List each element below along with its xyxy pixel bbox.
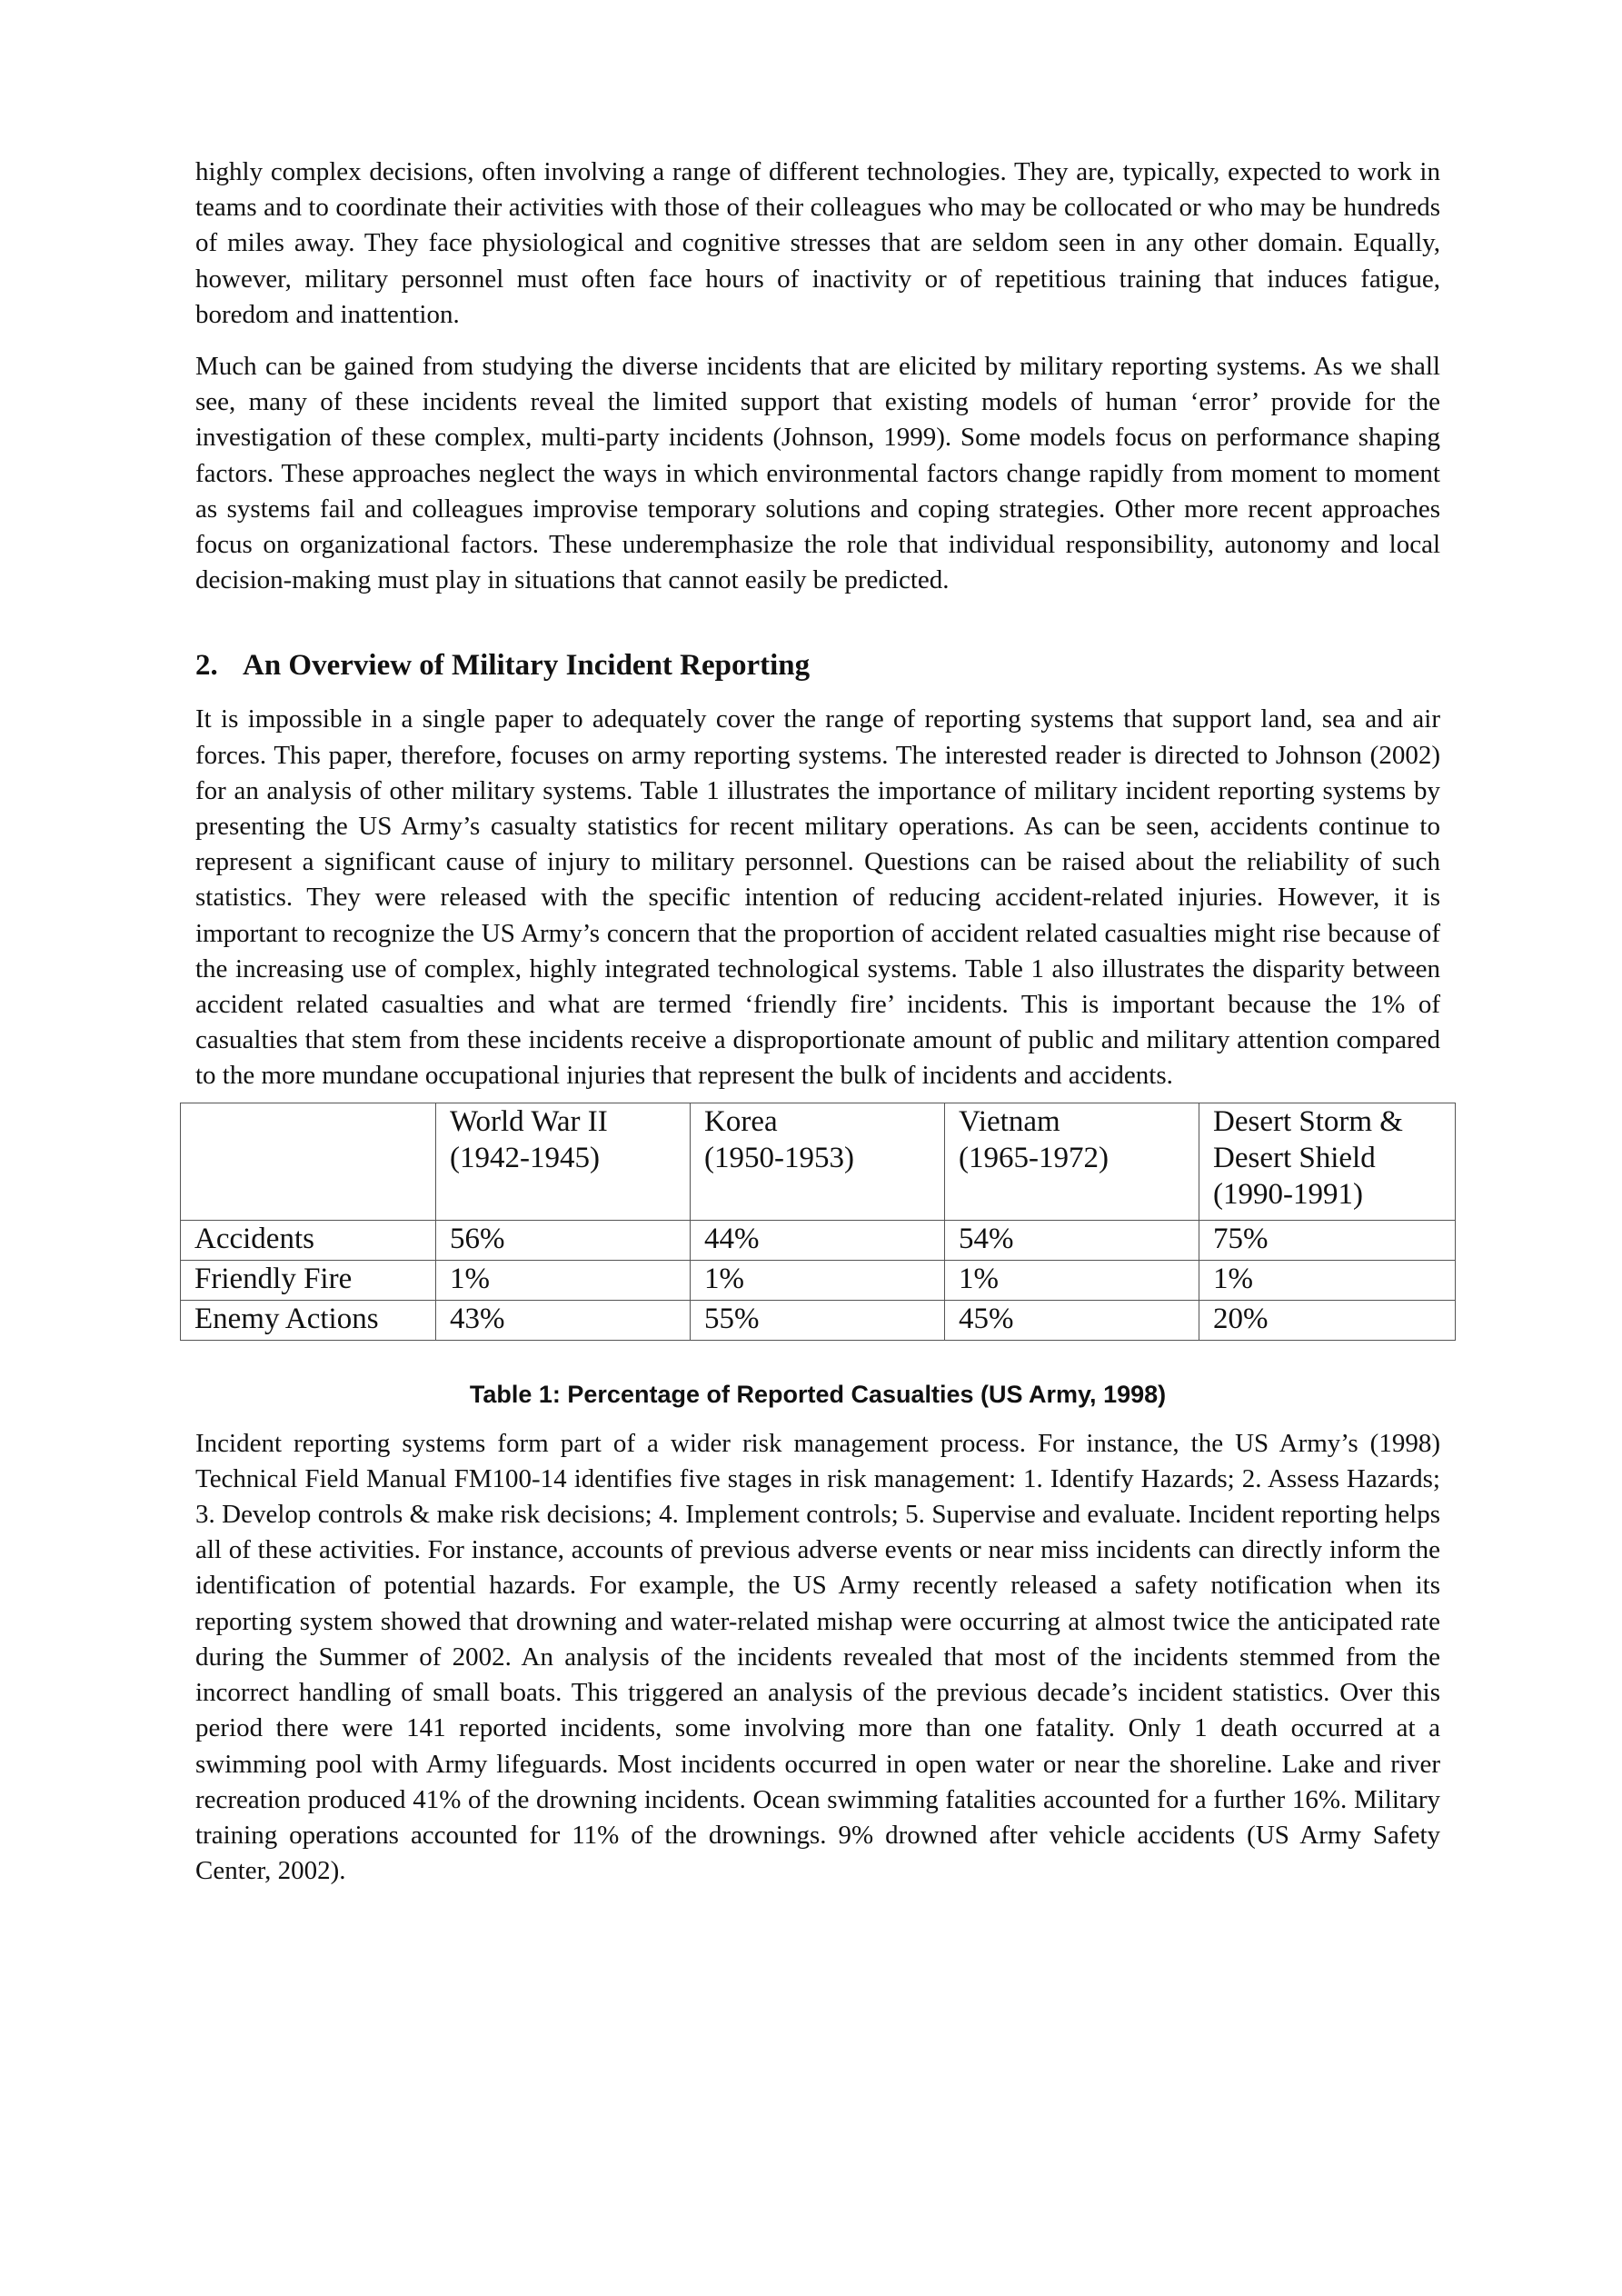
table-caption: Table 1: Percentage of Reported Casualties (US Army, 1998) bbox=[469, 1380, 1167, 1408]
body-paragraph: highly complex decisions, often involving a range of different technologies. They are, typically, expected to work in teams and to coordinate their activities with those of their colleagues who may be collocated or who may be hundreds of miles away. They face physiological and cognitive stresses that are seldom seen in any other domain. Equally, however, military personnel must often face hours of inactivity or of repetitious training that induces fatigue, boredom and inattention. bbox=[195, 157, 1440, 329]
table-cell: 1% bbox=[691, 1260, 945, 1300]
section-heading bbox=[195, 647, 1440, 684]
body-paragraph: Incident reporting systems form part of a wider risk management process. For instance, the US Army’s (1998) Technical Field Manual FM100-14 identifies five stages in risk management: 1. Identify Hazards; 2. Assess Hazards; 3. Develop controls & make risk decisions; 4. Implement controls; 5. Supervise and evaluate. Incident reporting helps all of these activities. For instance, accounts of previous adverse events or near miss incidents can directly inform the identification of potential hazards. For example, the US Army recently released a safety notification when its reporting system showed that drowning and water-related mishap were occurring at almost twice the anticipated rate during the Summer of 2002. An analysis of the incidents revealed that most of the incidents stemmed from the incorrect handling of small boats. This triggered an analysis of the previous decade’s incident statistics. Over this period there were 141 reported incidents, some involving more than one fatality. Only 1 death occurred at a swimming pool with Army lifeguards. Most incidents occurred in open water or near the shoreline. Lake and river recreation produced 41% of the drowning incidents. Ocean swimming fatalities accounted for a further 16%. Military training operations accounted for 11% of the drownings. 9% drowned after vehicle accidents (US Army Safety Center, 2002). bbox=[195, 1428, 1440, 1886]
table-row bbox=[181, 1260, 1456, 1300]
table-cell: 44% bbox=[691, 1220, 945, 1260]
table-header-cell: World War II (1942-1945) bbox=[436, 1103, 691, 1220]
table-cell: 75% bbox=[1199, 1220, 1456, 1260]
table-header-cell: Korea (1950-1953) bbox=[691, 1103, 945, 1220]
body-paragraph: Much can be gained from studying the diverse incidents that are elicited by military reporting systems. As we shall see, many of these incidents reveal the limited support that existing models of human ‘error’ provide for the investigation of these complex, multi-party incidents (Johnson, 1999). Some models focus on performance shaping factors. These approaches neglect the ways in which environmental factors change rapidly from moment to moment as systems fail and colleagues improvise temporary solutions and coping strategies. Other more recent approaches focus on organizational factors. These underemphasize the role that individual responsibility, autonomy and local decision-making must play in situations that cannot easily be predicted. bbox=[195, 352, 1440, 595]
table-header-cell bbox=[181, 1103, 436, 1220]
table-cell: 43% bbox=[436, 1300, 691, 1340]
table-header-cell: Desert Storm & Desert Shield (1990-1991) bbox=[1199, 1103, 1456, 1220]
section-title: An Overview of Military Incident Reporting bbox=[243, 649, 811, 683]
table-header-row bbox=[181, 1103, 1456, 1220]
paper-page bbox=[195, 155, 1440, 1889]
row-label: Friendly Fire bbox=[181, 1260, 436, 1300]
table-cell: 55% bbox=[691, 1300, 945, 1340]
table-cell: 1% bbox=[436, 1260, 691, 1300]
table-cell: 54% bbox=[945, 1220, 1199, 1260]
table-cell: 1% bbox=[1199, 1260, 1456, 1300]
table-row bbox=[181, 1300, 1456, 1340]
table-row bbox=[181, 1220, 1456, 1260]
body-paragraph: It is impossible in a single paper to adequately cover the range of reporting systems that support land, sea and air forces. This paper, therefore, focuses on army reporting systems. The interested reader is directed to Johnson (2002) for an analysis of other military systems. Table 1 illustrates the importance of military incident reporting systems by presenting the US Army’s casualty statistics for recent military operations. As can be seen, accidents continue to represent a significant cause of injury to military personnel. Questions can be raised about the reliability of such statistics. They were released with the specific intention of reducing accident-related injuries. However, it is important to recognize the US Army’s concern that the proportion of accident related casualties might rise because of the increasing use of complex, highly integrated technological systems. Table 1 also illustrates the disparity between accident related casualties and what are termed ‘friendly fire’ incidents. This is important because the 1% of casualties that stem from these incidents receive a disproportionate amount of public and military attention compared to the more mundane occupational injuries that represent the bulk of incidents and accidents. bbox=[195, 704, 1440, 1091]
table-cell: 56% bbox=[436, 1220, 691, 1260]
table-cell: 20% bbox=[1199, 1300, 1456, 1340]
section-number: 2. bbox=[195, 649, 218, 683]
row-label: Accidents bbox=[181, 1220, 436, 1260]
row-label: Enemy Actions bbox=[181, 1300, 436, 1340]
table-cell: 45% bbox=[945, 1300, 1199, 1340]
casualty-table bbox=[180, 1103, 1456, 1341]
table-header-cell: Vietnam (1965-1972) bbox=[945, 1103, 1199, 1220]
table-cell: 1% bbox=[945, 1260, 1199, 1300]
